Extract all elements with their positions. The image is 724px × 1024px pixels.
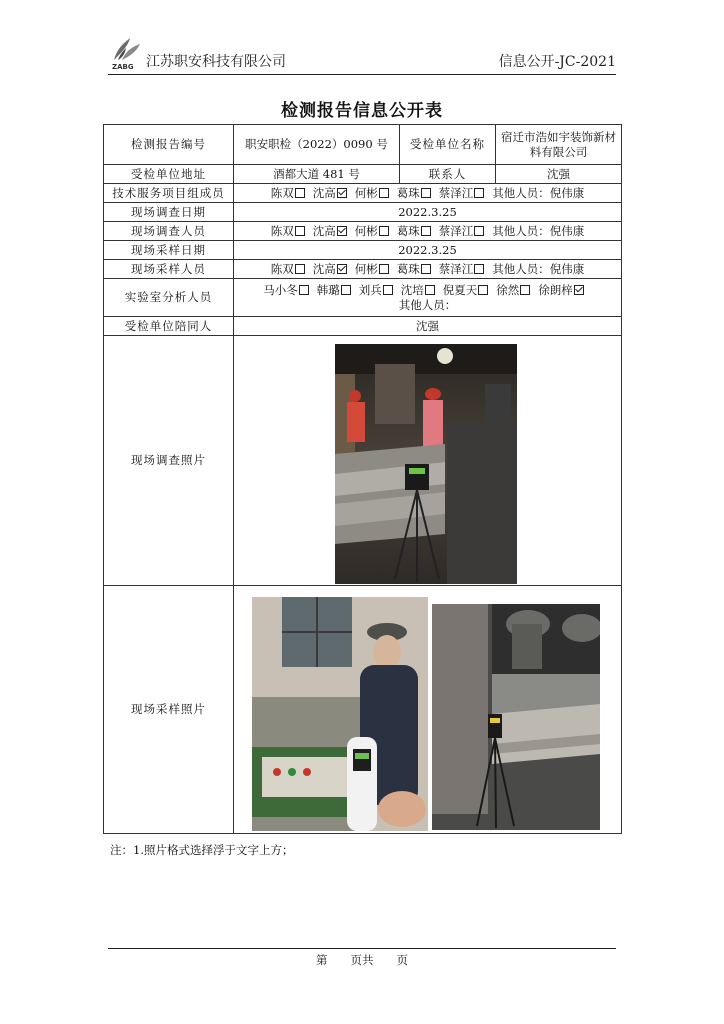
staff-checkbox[interactable] <box>383 285 393 295</box>
staff-name: 陈双 <box>270 185 294 200</box>
staff-name: 蔡泽江 <box>438 223 474 238</box>
staff-name: 葛珠 <box>396 185 420 200</box>
sampling-date-label: 现场采样日期 <box>104 241 234 260</box>
staff-checkbox[interactable] <box>379 226 389 236</box>
staff-name: 倪夏天 <box>442 282 478 297</box>
other-staff: 其他人员：倪伟康 <box>492 185 585 200</box>
company-logo <box>108 36 146 72</box>
staff-name: 马小冬 <box>263 282 298 297</box>
logo-text: ZABG <box>112 63 134 71</box>
staff-name: 沈高 <box>312 261 336 276</box>
sampling-photo-1 <box>252 597 428 831</box>
staff-name: 葛珠 <box>396 261 420 276</box>
unit-name-label: 受检单位名称 <box>400 125 496 165</box>
staff-checkbox[interactable] <box>379 188 389 198</box>
accompany-value: 沈强 <box>234 317 622 336</box>
staff-name: 韩璐 <box>316 282 340 297</box>
staff-name: 蔡泽江 <box>438 261 474 276</box>
staff-checkbox[interactable] <box>574 285 584 295</box>
staff-checkbox[interactable] <box>337 226 347 236</box>
staff-name: 葛珠 <box>396 223 420 238</box>
report-no-label: 检测报告编号 <box>104 125 234 165</box>
contact-value: 沈强 <box>496 165 622 184</box>
sampling-date-value: 2022.3.25 <box>234 241 622 260</box>
document-number: 信息公开-JC-2021 <box>498 54 616 70</box>
footer-rule <box>108 948 616 949</box>
report-no-value: 职安职检（2022）0090 号 <box>234 125 400 165</box>
sampling-photo-label: 现场采样照片 <box>104 586 234 834</box>
investigators-label: 现场调查人员 <box>104 222 234 241</box>
staff-checkbox[interactable] <box>421 264 431 274</box>
staff-name: 何彬 <box>354 261 378 276</box>
staff-name: 沈高 <box>312 185 336 200</box>
investigation-date-label: 现场调查日期 <box>104 203 234 222</box>
investigation-photo-label: 现场调查照片 <box>104 336 234 586</box>
staff-name: 刘兵 <box>358 282 382 297</box>
staff-checkbox[interactable] <box>299 285 309 295</box>
staff-name: 陈双 <box>270 261 294 276</box>
company-name: 江苏职安科技有限公司 <box>146 54 286 70</box>
page-header <box>108 34 616 75</box>
team-label: 技术服务项目组成员 <box>104 184 234 203</box>
staff-name: 徐然 <box>496 282 520 297</box>
staff-checkbox[interactable] <box>379 264 389 274</box>
staff-checkbox[interactable] <box>478 285 488 295</box>
staff-checkbox[interactable] <box>295 226 305 236</box>
investigation-date-value: 2022.3.25 <box>234 203 622 222</box>
other-staff: 其他人员：倪伟康 <box>492 261 585 276</box>
page-title: 检测报告信息公开表 <box>281 101 443 121</box>
other-staff: 其他人员：倪伟康 <box>492 223 585 238</box>
staff-checkbox[interactable] <box>421 226 431 236</box>
page-number: 第 页共 页 <box>316 953 408 967</box>
sampling-photo-2 <box>432 604 600 830</box>
unit-name-value: 宿迁市浩如宇装饰新材料有限公司 <box>496 125 622 165</box>
staff-name: 何彬 <box>354 223 378 238</box>
staff-name: 陈双 <box>270 223 294 238</box>
lab-members <box>234 279 622 317</box>
address-label: 受检单位地址 <box>104 165 234 184</box>
staff-checkbox[interactable] <box>337 264 347 274</box>
staff-checkbox[interactable] <box>337 188 347 198</box>
staff-name: 沈高 <box>312 223 336 238</box>
staff-name: 蔡泽江 <box>438 185 474 200</box>
staff-name: 徐朗梓 <box>538 282 573 297</box>
staff-checkbox[interactable] <box>295 264 305 274</box>
staff-name: 沈培 <box>400 282 424 297</box>
staff-checkbox[interactable] <box>474 226 484 236</box>
staff-checkbox[interactable] <box>295 188 305 198</box>
other-staff: 其他人员： <box>398 297 457 312</box>
staff-checkbox[interactable] <box>474 264 484 274</box>
staff-checkbox[interactable] <box>425 285 435 295</box>
samplers-members <box>234 260 622 279</box>
investigators-members <box>234 222 622 241</box>
samplers-label: 现场采样人员 <box>104 260 234 279</box>
contact-label: 联系人 <box>400 165 496 184</box>
staff-name: 何彬 <box>354 185 378 200</box>
investigation-photo <box>335 344 517 584</box>
accompany-label: 受检单位陪同人 <box>104 317 234 336</box>
staff-checkbox[interactable] <box>421 188 431 198</box>
staff-checkbox[interactable] <box>474 188 484 198</box>
lab-label: 实验室分析人员 <box>104 279 234 317</box>
staff-checkbox[interactable] <box>520 285 530 295</box>
staff-checkbox[interactable] <box>341 285 351 295</box>
footnote: 注：1.照片格式选择浮于文字上方； <box>110 843 294 857</box>
team-members <box>234 184 622 203</box>
address-value: 酒都大道 481 号 <box>234 165 400 184</box>
